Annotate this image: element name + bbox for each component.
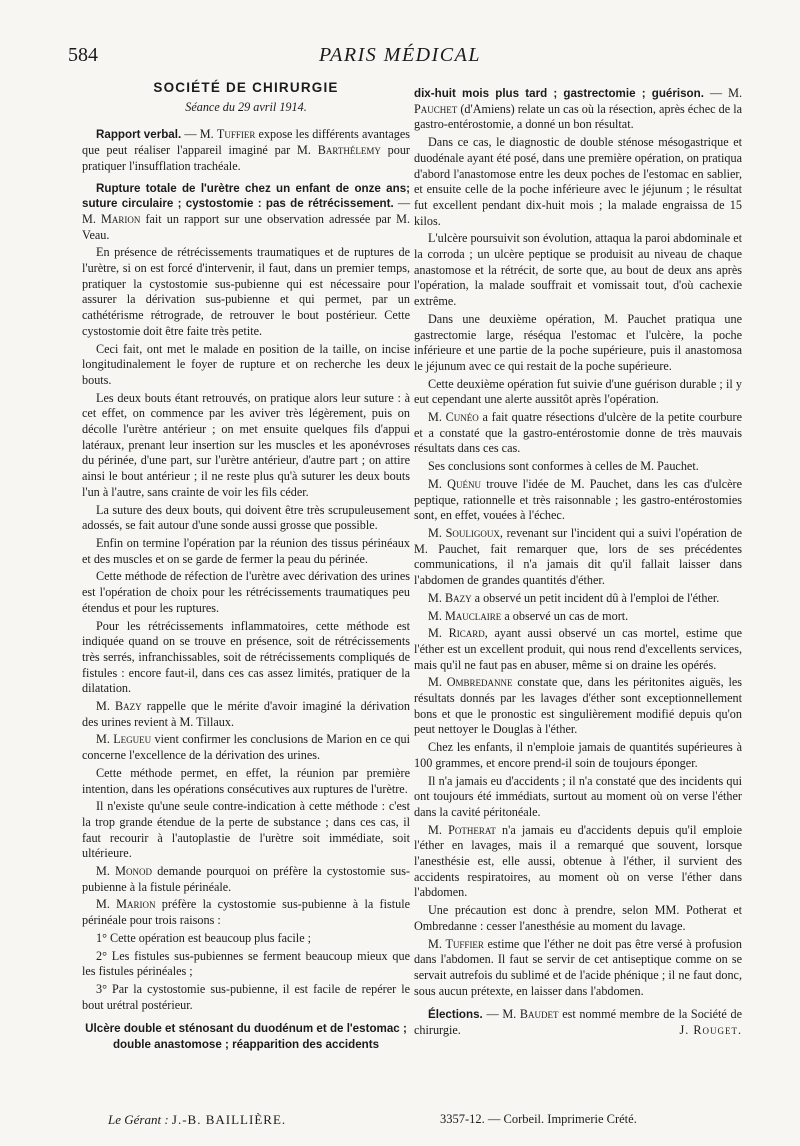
- footer-printer: 3357-12. — Corbeil. Imprimerie Crété.: [440, 1112, 637, 1126]
- right-column: [414, 86, 742, 1041]
- surgeon-name: Quénu: [447, 476, 481, 491]
- surgeon-name: Bazy: [114, 699, 142, 714]
- paragraph-lead: Élections.: [428, 1008, 483, 1022]
- manager-name: J.-B. BAILLIÈRE.: [171, 1112, 287, 1127]
- paragraph: Les deux bouts étant retrouvés, on pratique alors leur suture : à cet effet, on commence par les aviver très légèrement, puis on décolle l'urètre antérieur ; on met ensuite quelques fils d'appui latéraux, prenant leur insertion sur les muscles et les aponévroses du périnée, d'une part, sur l'urètre antérieur, d'autre part ; on attire ainsi le bout antérieur ; il ne reste plus qu'à suturer les deux bouts l'un à l'autre, sans crainte de voir les fils céder.: [82, 390, 410, 499]
- surgeon-name: Monod: [115, 864, 152, 879]
- running-title: PARIS MÉDICAL: [319, 44, 481, 66]
- paragraph: M. Ombredanne constate que, dans les péritonites aiguës, les résultats donnés par les lavages d'éther sont exceptionnellement bons et que le pronostic est singulièrement modifié depuis qu'on peut nettoyer le Douglas à l'éther.: [414, 675, 742, 737]
- paragraph: M. Tuffier estime que l'éther ne doit pas être versé à profusion dans l'abdomen. Il faut se servir de cet antiseptique comme on se servait autrefois du sublimé et de l'acide phénique ; il ne faut donc, sous aucun prétexte, en laisser dans l'abdomen.: [414, 936, 742, 998]
- paragraph: dix-huit mois plus tard ; gastrectomie ; guérison. — M. Pauchet (d'Amiens) relate un cas où la résection, après échec de la gastro-entérostomie, a donné un bon résultat.: [414, 86, 742, 132]
- paragraph: Une précaution est donc à prendre, selon MM. Potherat et Ombredanne : cesser l'anesthésie au moment du lavage.: [414, 903, 742, 933]
- session-date: Séance du 29 avril 1914.: [185, 99, 307, 114]
- paragraph: M. Legueu vient confirmer les conclusions de Marion en ce qui concerne l'excellence de la dérivation des urines.: [82, 732, 411, 763]
- paragraph: Cette méthode de réfection de l'urètre avec dérivation des urines est l'opération de choix pour les rétrécissements traumatiques peu étendus et pour les ruptures.: [82, 569, 410, 615]
- paragraph: Pour les rétrécissements inflammatoires, cette méthode est indiquée quand on se trouve en présence, soit de rétrécissements très serrés, infranchissables, soit de rétrécissements compliqués de fistules : encore faut-il, dans ces cas assez limités, pratiquer de la dilatation.: [82, 618, 410, 696]
- surgeon-name: Marion: [101, 211, 141, 226]
- paragraph: M. Mauclaire a observé un cas de mort.: [428, 608, 629, 623]
- paragraph: Il n'a jamais eu d'accidents ; il n'a constaté que des incidents qui ont toujours été immédiats, surtout au moment où on verse l'éther dans la cavité péritonéale.: [414, 773, 742, 819]
- paragraph-lead: dix-huit mois plus tard ; gastrectomie ; guérison.: [414, 87, 704, 100]
- signature: J. Rouget.: [679, 1023, 742, 1038]
- surgeon-name: Legueu: [113, 732, 152, 747]
- surgeon-name: Pauchet: [414, 101, 458, 116]
- surgeon-name: Tuffier: [216, 127, 256, 142]
- paragraph: En présence de rétrécissements traumatiques et de ruptures de l'urètre, si on est forcé d'intervenir, il faut, dans un premier temps, pratiquer la cystostomie sus-pubienne qui est nécessaire pour assurer la dérivation sus-pubienne et qui permet, par un cathétérisme rétrograde, de retrouver le bout postérieur. Cette cystostomie doit être faite très petite.: [82, 245, 410, 338]
- paragraph: M. Ricard, ayant aussi observé un cas mortel, estime que l'éther est un excellent produit, qui nous rend d'excellents services, mais qu'il ne faut pas en abuser, même si on draine les opérés.: [414, 626, 742, 672]
- paragraph: Cette méthode permet, en effet, la réunion par première intention, dans les opérations consécutives aux ruptures de l'urètre.: [82, 765, 410, 796]
- paragraph: Dans ce cas, le diagnostic de double sténose mésogastrique et duodénale ayant été posé, dans une première opération, on pratiqua d'abord l'anastomose entre les deux poches de l'estomac en sablier, et ensuite celle de la poche inférieure avec le jéjunum ; le résultat fut excellent pendant dix-huit mois ; la malade engraissa de 15 kilos.: [414, 135, 742, 228]
- surgeon-name: Potherat: [448, 822, 496, 837]
- surgeon-name: Cunéo: [445, 410, 479, 425]
- surgeon-name: Ricard: [448, 626, 485, 641]
- paragraph: Rupture totale de l'urètre chez un enfant de onze ans; suture circulaire ; cystostomie : pas de rétrécissement. — M. Marion fait un rapport sur une observation adressée par M. Veau.: [82, 181, 410, 242]
- paragraph: Enfin on termine l'opération par la réunion des tissus périnéaux et des muscles et on se garde de fermer la peau du périnée.: [82, 535, 410, 566]
- surgeon-name: Marion: [116, 897, 156, 912]
- paragraph-lead: Ulcère double et sténosant du duodénum et de l'estomac ; double anastomose ; réapparition des accidents: [85, 1022, 407, 1052]
- surgeon-name: Bazy: [444, 590, 472, 605]
- surgeon-name: Mauclaire: [444, 608, 502, 623]
- paragraph: M. Souligoux, revenant sur l'incident qui a suivi l'opération de M. Pauchet, fait remarquer que, lors de ses précédentes communications, il n'a jamais dit qu'il fallait laisser dans l'abdomen de grandes quantités d'éther.: [414, 525, 742, 588]
- paragraph: M. Bazy a observé un petit incident dû à l'emploi de l'éther.: [428, 590, 720, 605]
- footer-manager: [108, 1112, 286, 1128]
- paragraph: L'ulcère poursuivit son évolution, attaqua la paroi abdominale et la corroda ; un ulcère peptique se produisit au niveau de chaque anastomose et la rétrécit, de sorte que, au bout de deux ans après l'opération, la malade souffrait et vomissait tout, d'où cachexie extrême.: [414, 231, 742, 309]
- paragraph: La suture des deux bouts, qui doivent être très scrupuleusement adossés, se fait autour d'une sonde aussi grosse que possible.: [82, 502, 410, 533]
- paragraph: Dans une deuxième opération, M. Pauchet pratiqua une gastrectomie large, réséqua l'estomac et l'ulcère, la poche inférieure et une partie de la poche supérieure, puis il anastomosa le jéjunum avec ce qui restait de la poche supérieure.: [414, 311, 742, 373]
- paragraph: M. Monod demande pourquoi on préfère la cystostomie sus-pubienne à la fistule périnéale.: [82, 864, 410, 894]
- list-item: 2° Les fistules sus-pubiennes se ferment beaucoup mieux que les fistules périnéales ;: [82, 948, 410, 979]
- paragraph: Chez les enfants, il n'emploie jamais de quantités supérieures à 100 grammes, et encore prend-il soin de toujours éponger.: [414, 740, 742, 770]
- society-heading: SOCIÉTÉ DE CHIRURGIE: [153, 80, 339, 95]
- list-item: 3° Par la cystostomie sus-pubienne, il est facile de repérer le bout urétral postérieur.: [82, 981, 410, 1012]
- paragraph: Rapport verbal. — M. Tuffier expose les différents avantages que peut réaliser l'appareil imaginé par M. Barthélemy pour pratiquer l'insufflation trachéale.: [82, 127, 411, 173]
- paragraph-lead: Rupture totale de l'urètre chez un enfant de onze ans; suture circulaire ; cystostomie : pas de rétrécissement.: [82, 181, 410, 211]
- paragraph: [82, 1021, 410, 1052]
- paragraph: Élections. — M. Baudet est nommé membre de la Société de chirurgie. J. Rouget.: [414, 1007, 742, 1038]
- page-number: 584: [68, 44, 98, 66]
- paragraph: M. Quénu trouve l'idée de M. Pauchet, dans les cas d'ulcère peptique, rationnelle et très raisonnable ; les gastro-entérostomies sont, en effet, vouées à l'échec.: [414, 476, 742, 523]
- paragraph: Cette deuxième opération fut suivie d'une guérison durable ; il y eut cependant une alerte aussitôt après l'opération.: [414, 376, 742, 407]
- surgeon-name: Ombredanne: [446, 675, 513, 690]
- list-item: 1° Cette opération est beaucoup plus facile ;: [96, 930, 312, 945]
- paragraph: Il n'existe qu'une seule contre-indication à cette méthode : c'est la trop grande étendue de la perte de substance ; dans ces cas, il faut recourir à l'autoplastie de l'urètre soit immédiate, soit ultérieure.: [82, 799, 410, 861]
- paragraph-lead: Rapport verbal.: [96, 128, 182, 142]
- surgeon-name: Souligoux: [445, 525, 500, 540]
- surgeon-name: Baudet: [519, 1007, 559, 1022]
- paragraph: M. Cunéo a fait quatre résections d'ulcère de la petite courbure et a constaté que la gastro-entérostomie donne de très mauvais résultats dans ces cas.: [414, 410, 742, 456]
- paragraph: M. Bazy rappelle que le mérite d'avoir imaginé la dérivation des urines revient à M. Tillaux.: [82, 699, 410, 729]
- surgeon-name: Barthélemy: [317, 143, 381, 158]
- left-column: [82, 80, 410, 1055]
- manager-label: Le Gérant :: [108, 1112, 169, 1127]
- paragraph: Ceci fait, ont met le malade en position de la taille, on incise longitudinalement le foyer de rupture et on recherche les deux bouts.: [82, 341, 410, 387]
- paragraph: Ses conclusions sont conformes à celles de M. Pauchet.: [428, 459, 699, 474]
- surgeon-name: Tuffier: [445, 936, 484, 951]
- paragraph: M. Potherat n'a jamais eu d'accidents depuis qu'il emploie l'éther en lavages, mais il a remarqué que souvent, lorsque l'anesthésie est, elle aussi, obtenue à l'éther, il survient des accidents respiratoires, au moment où on verse l'éther dans l'abdomen.: [414, 822, 742, 900]
- paragraph: M. Marion préfère la cystostomie sus-pubienne à la fistule périnéale pour trois raisons :: [82, 897, 410, 928]
